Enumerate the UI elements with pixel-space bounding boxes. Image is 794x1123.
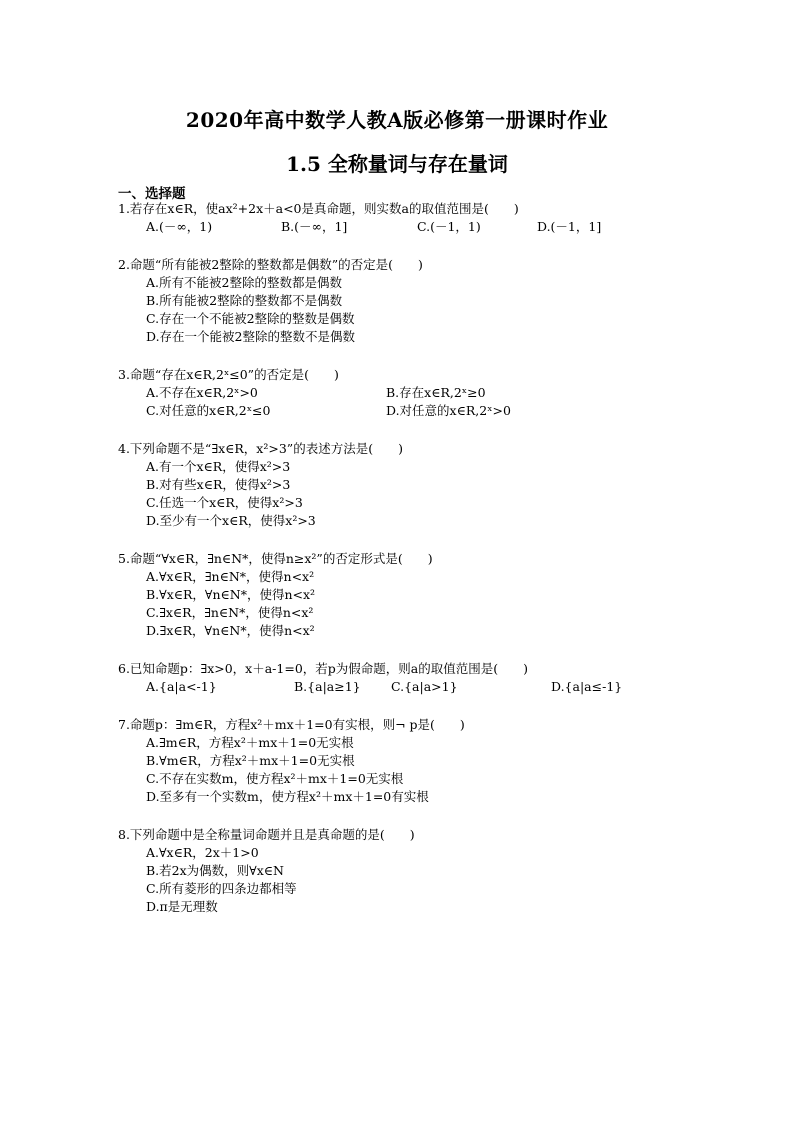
question-3 — [118, 366, 678, 420]
option-c: C.不存在实数m，使方程x²＋mx＋1=0无实根 — [146, 771, 404, 786]
question-4 — [118, 440, 678, 530]
option-c: C.存在一个不能被2整除的整数是偶数 — [146, 311, 355, 326]
question-stem: 4.下列命题不是“∃x∈R，x²>3”的表述方法是( ) — [118, 441, 403, 456]
document-title: 2020年高中数学人教A版必修第一册课时作业 — [185, 108, 609, 132]
option-list — [118, 458, 678, 530]
option-a: A.有一个x∈R，使得x²>3 — [146, 459, 291, 474]
option-list — [118, 274, 678, 346]
option-b: B.所有能被2整除的整数都不是偶数 — [146, 293, 343, 308]
question-1 — [118, 200, 678, 236]
option-list — [118, 218, 678, 236]
question-6 — [118, 660, 678, 696]
option-a: A.{a|a<-1} — [146, 679, 217, 694]
question-stem: 1.若存在x∈R，使ax²+2x＋a<0是真命题，则实数a的取值范围是( ) — [118, 201, 519, 216]
question-5 — [118, 550, 678, 640]
option-c: C.(－1，1) — [417, 219, 481, 234]
option-d: D.至少有一个x∈R，使得x²>3 — [146, 513, 316, 528]
option-b: B.∀m∈R，方程x²＋mx＋1=0无实根 — [146, 753, 355, 768]
question-stem: 5.命题“∀x∈R，∃n∈N*，使得n≥x²”的否定形式是( ) — [118, 551, 433, 566]
option-c: C.∃x∈R，∃n∈N*，使得n<x² — [146, 605, 314, 620]
option-a: A.∀x∈R，2x＋1>0 — [146, 845, 259, 860]
option-list — [118, 384, 678, 420]
option-a: A.∀x∈R，∃n∈N*，使得n<x² — [146, 569, 315, 584]
option-list — [118, 734, 678, 806]
question-stem: 8.下列命题中是全称量词命题并且是真命题的是( ) — [118, 827, 415, 842]
question-stem: 2.命题“所有能被2整除的整数都是偶数”的否定是( ) — [118, 257, 423, 272]
option-b: B.对有些x∈R，使得x²>3 — [146, 477, 291, 492]
option-b: B.∀x∈R，∀n∈N*，使得n<x² — [146, 587, 316, 602]
question-stem: 7.命题p：∃m∈R，方程x²＋mx＋1=0有实根，则¬ p是( ) — [118, 717, 465, 732]
option-a: A.∃m∈R，方程x²＋mx＋1=0无实根 — [146, 735, 354, 750]
option-c: C.对任意的x∈R,2ˣ≤0 — [146, 403, 271, 418]
option-b: B.(－∞，1] — [281, 219, 348, 234]
question-7 — [118, 716, 678, 806]
option-d: D.至多有一个实数m，使方程x²＋mx＋1=0有实根 — [146, 789, 429, 804]
question-list — [118, 200, 678, 936]
option-d: D.存在一个能被2整除的整数不是偶数 — [146, 329, 356, 344]
option-list — [118, 844, 678, 916]
option-d: D.∃x∈R，∀n∈N*，使得n<x² — [146, 623, 315, 638]
option-list — [118, 568, 678, 640]
option-d: D.对任意的x∈R,2ˣ>0 — [386, 403, 511, 418]
option-a: A.不存在x∈R,2ˣ>0 — [146, 385, 258, 400]
option-d: D.π是无理数 — [146, 899, 218, 914]
option-b: B.若2x为偶数，则∀x∈N — [146, 863, 284, 878]
option-list — [118, 678, 678, 696]
option-b: B.{a|a≥1} — [294, 679, 361, 694]
option-a: A.所有不能被2整除的整数都是偶数 — [146, 275, 342, 290]
option-b: B.存在x∈R,2ˣ≥0 — [386, 385, 486, 400]
option-a: A.(－∞，1) — [146, 219, 213, 234]
document-subtitle: 1.5 全称量词与存在量词 — [286, 152, 508, 176]
section-header: 一、选择题 — [118, 186, 186, 202]
question-2 — [118, 256, 678, 346]
option-d: D.{a|a≤-1} — [551, 679, 623, 694]
option-c: C.{a|a>1} — [391, 679, 458, 694]
question-8 — [118, 826, 678, 916]
option-c: C.所有菱形的四条边都相等 — [146, 881, 297, 896]
option-d: D.(－1，1] — [537, 219, 602, 234]
question-stem: 6.已知命题p：∃x>0，x＋a-1=0，若p为假命题，则a的取值范围是( ) — [118, 661, 528, 676]
question-stem: 3.命题“存在x∈R,2ˣ≤0”的否定是( ) — [118, 367, 339, 382]
option-c: C.任选一个x∈R，使得x²>3 — [146, 495, 303, 510]
